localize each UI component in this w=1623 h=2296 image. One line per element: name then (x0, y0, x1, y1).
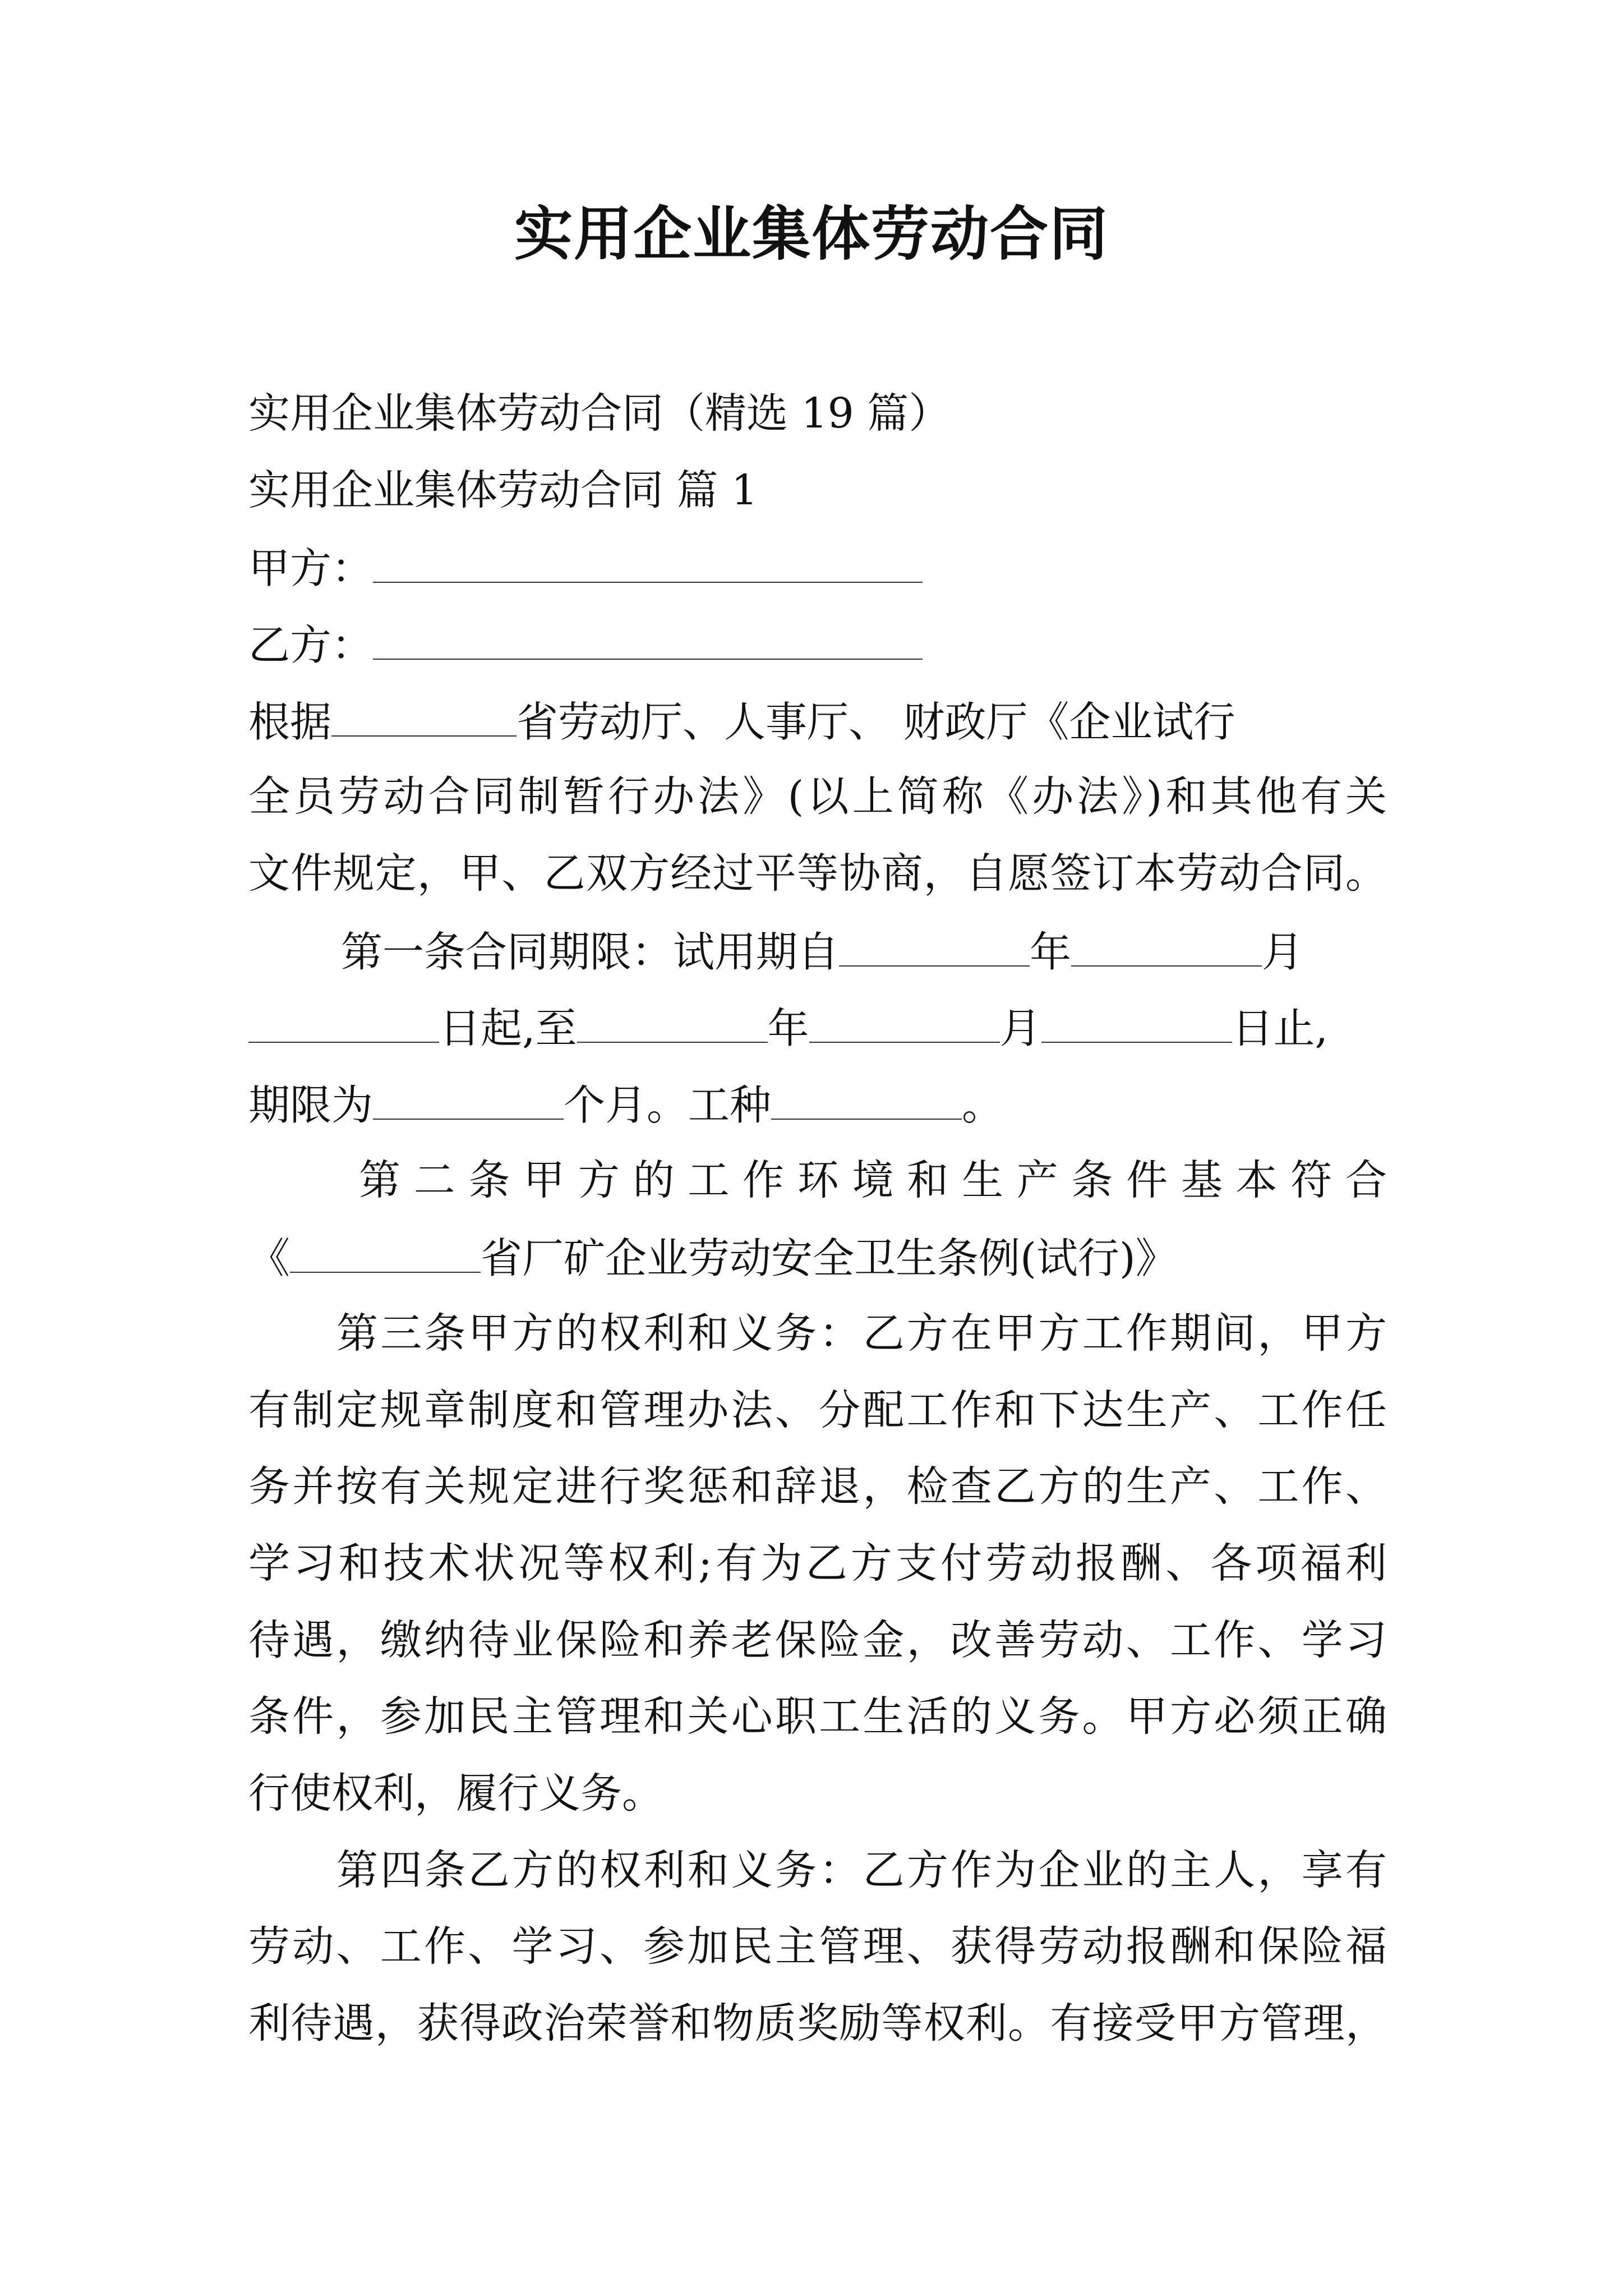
article-text: 省厂矿企业劳动安全卫生条例(试行)》 (481, 1234, 1177, 1283)
party-b-label: 乙方： (248, 621, 373, 670)
party-a-blank[interactable] (373, 546, 923, 583)
article4-line: 利待遇，获得政治荣誉和物质奖励等权利。有接受甲方管理， (248, 1999, 1387, 2047)
trial-end-day-blank[interactable] (1041, 1006, 1232, 1043)
article3-line: 待遇，缴纳待业保险和养老保险金，改善劳动、工作、学习 (248, 1616, 1387, 1664)
intro-text: 根据 (248, 698, 331, 747)
trial-end-month-blank[interactable] (809, 1006, 1000, 1043)
article4-line: 第四条乙方的权利和义务：乙方作为企业的主人，享有 (336, 1846, 1387, 1894)
document-title: 实用企业集体劳动合同 (514, 199, 1109, 268)
article-text: 。 (962, 1081, 1003, 1130)
term-months-blank[interactable] (373, 1083, 564, 1120)
article-text: 《 (248, 1234, 290, 1283)
article1-line-1 (341, 928, 1479, 977)
regulation-province-blank[interactable] (290, 1236, 481, 1273)
article-text: 日起,至 (439, 1004, 577, 1053)
article3-line: 有制定规章制度和管理办法、分配工作和下达生产、工作任 (248, 1386, 1387, 1434)
article-text: 期限为 (248, 1081, 373, 1130)
intro-line-1 (248, 698, 1387, 747)
intro-line-2: 全员劳动合同制暂行办法》(以上简称《办法》)和其他有关 (248, 772, 1387, 821)
trial-end-year-blank[interactable] (577, 1006, 768, 1043)
job-type-blank[interactable] (771, 1083, 962, 1120)
document-subtitle: 实用企业集体劳动合同（精选 19 篇） (248, 389, 951, 438)
article-text: 日止, (1232, 1004, 1329, 1053)
trial-start-month-blank[interactable] (1071, 930, 1262, 967)
article3-line: 行使权利，履行义务。 (248, 1769, 663, 1818)
party-b-row (248, 621, 1387, 670)
article2-line-2 (248, 1234, 1387, 1283)
trial-start-year-blank[interactable] (839, 930, 1030, 967)
article3-line: 务并按有关规定进行奖惩和辞退，检查乙方的生产、工作、 (248, 1462, 1387, 1511)
section-heading: 实用企业集体劳动合同 篇 1 (248, 466, 758, 514)
article2-line-1: 第二条甲方的工作环境和生产条件基本符合 (359, 1156, 1387, 1204)
party-a-row (248, 544, 1387, 593)
intro-line-3: 文件规定，甲、乙双方经过平等协商，自愿签订本劳动合同。 (248, 849, 1387, 898)
intro-text: 省劳动厅、人事厅、 财政厅《企业试行 (517, 698, 1235, 747)
month-label: 月 (999, 1004, 1041, 1053)
year-label: 年 (767, 1004, 809, 1053)
article-text: 个月。工种 (564, 1081, 771, 1130)
article3-line: 第三条甲方的权利和义务：乙方在甲方工作期间，甲方 (336, 1309, 1387, 1358)
month-label: 月 (1262, 928, 1303, 977)
province-blank[interactable] (331, 700, 517, 737)
article1-line-3 (248, 1081, 1387, 1130)
article4-line: 劳动、工作、学习、参加民主管理、获得劳动报酬和保险福 (248, 1922, 1387, 1971)
trial-start-day-blank[interactable] (248, 1006, 439, 1043)
party-b-blank[interactable] (373, 623, 923, 660)
article1-line-2 (248, 1004, 1387, 1053)
year-label: 年 (1030, 928, 1071, 977)
party-a-label: 甲方： (248, 544, 373, 593)
article-text: 第一条合同期限：试用期自 (341, 928, 839, 977)
article3-line: 条件，参加民主管理和关心职工生活的义务。甲方必须正确 (248, 1692, 1387, 1741)
article3-line: 学习和技术状况等权利;有为乙方支付劳动报酬、各项福利 (248, 1539, 1387, 1588)
